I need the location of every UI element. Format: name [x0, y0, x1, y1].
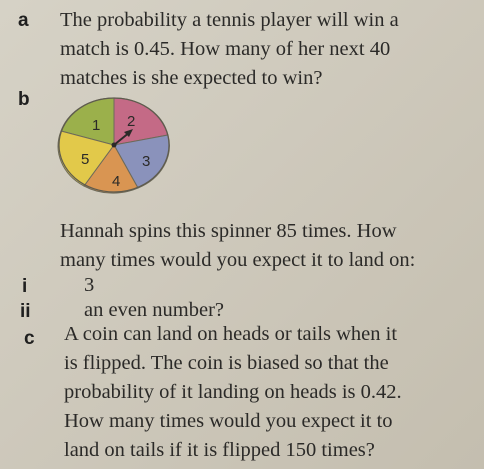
- part-i-text: 3: [84, 274, 95, 296]
- spinner-label-1: 1: [92, 117, 101, 134]
- question-b-line-2: many times would you expect it to land on:: [60, 249, 416, 271]
- question-a-label: a: [18, 10, 29, 31]
- part-ii-text: an even number?: [84, 299, 225, 321]
- question-c-line-2: is flipped. The coin is biased so that the: [64, 352, 389, 374]
- part-ii-label: ii: [20, 301, 31, 322]
- question-a-text: [60, 6, 399, 93]
- spinner-label-2: 2: [127, 113, 136, 130]
- question-a-line-1: The probability a tennis player will win a: [60, 9, 399, 31]
- spinner-label-3: 3: [142, 153, 151, 170]
- question-c-line-5: land on tails if it is flipped 150 times?: [64, 439, 375, 461]
- question-a-line-3: matches is she expected to win?: [60, 67, 323, 89]
- part-i-label: i: [22, 276, 28, 297]
- question-b-line-1: Hannah spins this spinner 85 times. How: [60, 220, 397, 242]
- spinner-label-5: 5: [81, 151, 90, 168]
- question-a-line-2: match is 0.45. How many of her next 40: [60, 38, 391, 60]
- spinner-diagram: [56, 96, 178, 206]
- question-b-label: b: [18, 89, 30, 110]
- question-c-line-3: probability of it landing on heads is 0.42.: [64, 381, 402, 403]
- question-c-label: c: [24, 328, 35, 349]
- question-c-line-4: How many times would you expect it to: [64, 410, 393, 432]
- spinner-pivot-icon: [112, 143, 117, 148]
- question-c-line-1: A coin can land on heads or tails when it: [64, 323, 398, 345]
- question-b-text: [60, 217, 415, 275]
- question-c-text: [64, 320, 402, 465]
- spinner-label-4: 4: [112, 173, 121, 190]
